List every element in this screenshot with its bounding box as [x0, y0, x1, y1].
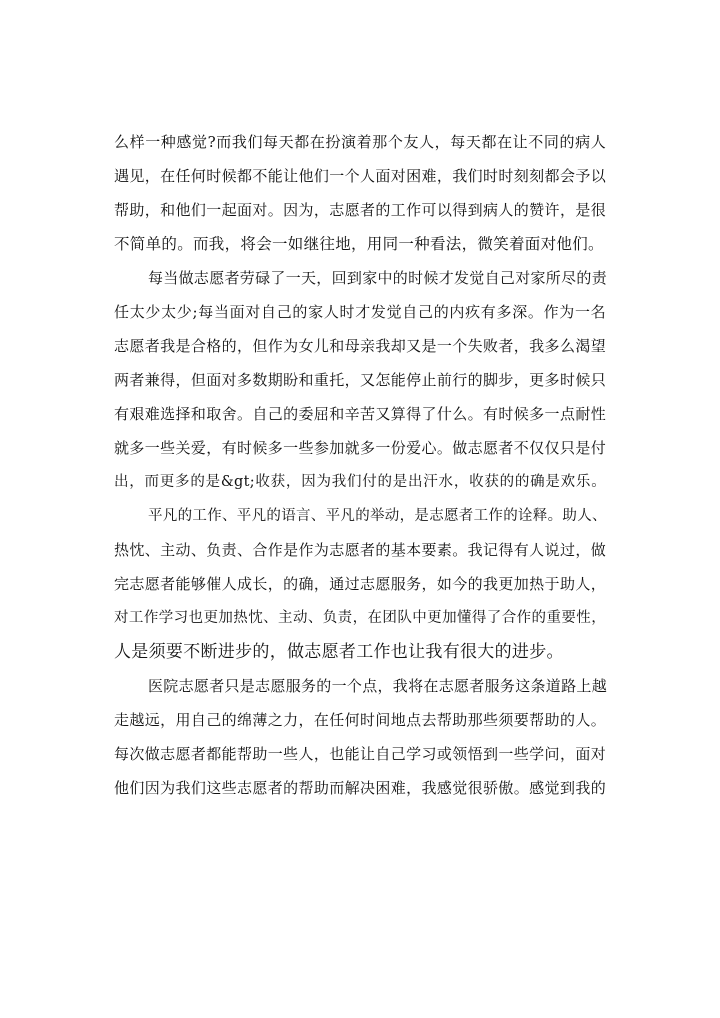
text-line: 平凡的工作、平凡的语言、平凡的举动，是志愿者工作的诠释。助人、 — [148, 508, 607, 524]
document-body — [114, 125, 606, 805]
paragraph-1 — [114, 125, 606, 261]
text-line: 对工作学习也更加热忱、主动、负责，在团队中更加懂得了合作的重要性， — [114, 610, 606, 626]
text-line: 人是须要不断进步的，做志愿者工作也让我有很大的进步。 — [114, 642, 564, 662]
text-line: 他们因为我们这些志愿者的帮助而解决困难，我感觉很骄傲。感觉到我的 — [114, 779, 606, 797]
text-line: 么样一种感觉?而我们每天都在扮演着那个友人，每天都在让不同的病人 — [114, 133, 606, 151]
text-line: 每次做志愿者都能帮助一些人，也能让自己学习或领悟到一些学问，面对 — [114, 745, 606, 763]
text-line: 医院志愿者只是志愿服务的一个点，我将在志愿者服务这条道路上越 — [148, 677, 608, 695]
text-line: 遇见，在任何时候都不能让他们一个人面对困难，我们时时刻刻都会予以 — [114, 167, 606, 185]
text-line: 每当做志愿者劳碌了一天，回到家中的时候才发觉自己对家所尽的责 — [148, 269, 608, 287]
text-line: 有艰难选择和取舍。自己的委屈和辛苦又算得了什么。有时候多一点耐性 — [114, 405, 606, 423]
text-line: 帮助，和他们一起面对。因为，志愿者的工作可以得到病人的赞许，是很 — [114, 201, 606, 219]
paragraph-4 — [114, 669, 606, 805]
paragraph-3 — [114, 499, 606, 669]
text-line: 完志愿者能够催人成长，的确，通过志愿服务，如今的我更加热于助人， — [114, 575, 606, 593]
text-line: 就多一些关爱，有时候多一些参加就多一份爱心。做志愿者不仅仅只是付 — [114, 439, 606, 457]
text-line: 热忱、主动、负责、合作是作为志愿者的基本要素。我记得有人说过，做 — [114, 541, 606, 559]
text-line: 志愿者我是合格的，但作为女儿和母亲我却又是一个失败者，我多么渴望 — [114, 337, 606, 355]
text-line: 两者兼得，但面对多数期盼和重托，又怎能停止前行的脚步，更多时候只 — [114, 371, 606, 389]
text-line: 任太少太少;每当面对自己的家人时才发觉自己的内疚有多深。作为一名 — [114, 303, 606, 321]
paragraph-2 — [114, 261, 606, 499]
text-line: 走越远，用自己的绵薄之力，在任何时间地点去帮助那些须要帮助的人。 — [114, 711, 606, 729]
text-line: 不简单的。而我，将会一如继往地，用同一种看法，微笑着面对他们。 — [114, 235, 604, 253]
text-line: 出，而更多的是&gt;收获，因为我们付的是出汗水，收获的的确是欢乐。 — [114, 474, 606, 490]
